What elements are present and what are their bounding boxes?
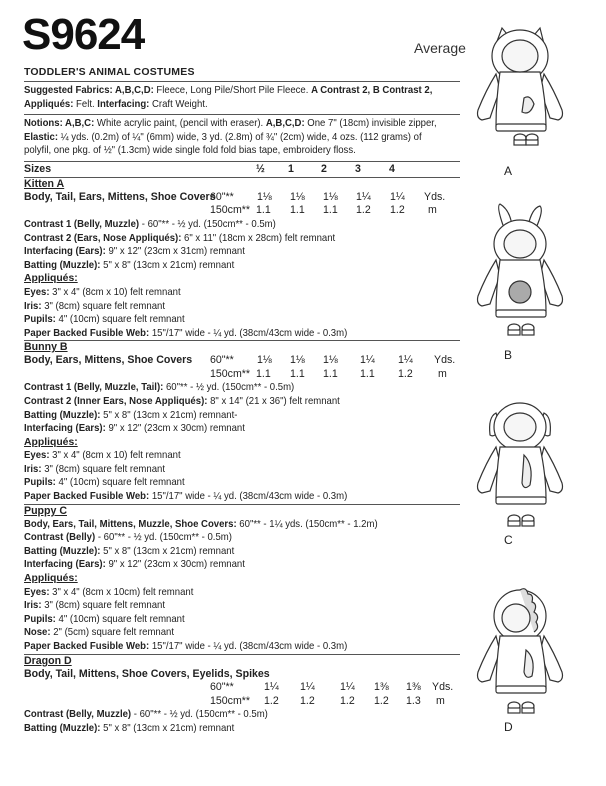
interfacing-label: Interfacing:	[97, 98, 150, 110]
puppy-section	[24, 505, 460, 655]
unit-yds: Yds.	[434, 354, 456, 367]
notions-text-4: polyfil, one pkg. of ½" (1.3cm) wide single fold fold bias tape, embroidery floss.	[24, 145, 356, 157]
width-60: 60"**	[210, 354, 234, 367]
yardage-cell: 1⅜	[374, 681, 389, 694]
fabrics-label: Suggested Fabrics: A,B,C,D:	[24, 85, 154, 96]
appliques-label: Appliqués:	[24, 98, 74, 110]
appliques-text: Felt.	[73, 98, 98, 110]
kitten-int-label: Interfacing (Ears):	[24, 246, 106, 258]
notions-text-3: ¼ yds. (0.2m) of ¼" (6mm) wide, 3 yd. (2.8m) of ¾" (2cm) wide, 4 ozs. (112 grams) of	[58, 131, 422, 143]
kitten-section	[24, 178, 460, 341]
kitten-appliques: Appliqués:	[24, 273, 78, 285]
bunny-int-label: Interfacing (Ears):	[24, 423, 106, 435]
puppy-main-label: Body, Ears, Tail, Mittens, Muzzle, Shoe Covers:	[24, 518, 237, 530]
figure-label-d: D	[504, 720, 513, 734]
bunny-int: 9" x 12" (23cm x 30cm) remnant	[105, 423, 245, 435]
width-150: 150cm**	[210, 367, 251, 380]
kitten-int: 9" x 12" (23cm x 31cm) remnant	[105, 246, 245, 258]
bunny-eyes: 3" x 4" (8cm x 10) felt remnant	[49, 450, 181, 462]
yardage-cell: 1.2	[398, 367, 413, 380]
unit-m: m	[438, 367, 447, 380]
kitten-c2-label: Contrast 2 (Ears, Nose Appliqués):	[24, 232, 182, 244]
kitten-bat: 5" x 8" (13cm x 21cm) remnant	[100, 259, 235, 271]
bunny-bat-label: Batting (Muzzle):	[24, 409, 101, 421]
bunny-section	[24, 341, 460, 504]
dragon-main-label: Body, Tail, Mittens, Shoe Covers, Eyelids, Spikes	[24, 667, 270, 680]
size-col-2: 1	[288, 162, 294, 175]
yardage-chart	[24, 66, 460, 735]
puppy-web-label: Paper Backed Fusible Web:	[24, 641, 150, 652]
yardage-cell: 1¼	[264, 681, 279, 694]
interfacing-text: Craft Weight.	[149, 98, 208, 110]
puppy-eyes-label: Eyes:	[24, 586, 50, 598]
yardage-cell: 1.2	[374, 694, 389, 707]
kitten-c2: 6" x 11" (18cm x 28cm) felt remnant	[181, 232, 336, 244]
bunny-pupils: 4" (10cm) square felt remnant	[55, 477, 185, 489]
puppy-nose: 2" (5cm) square felt remnant	[50, 627, 175, 639]
width-150: 150cm**	[210, 694, 251, 707]
notions-abcd: A,B,C,D:	[265, 118, 305, 130]
dragon-costume-icon	[466, 580, 606, 725]
size-col-1: ½	[256, 162, 265, 175]
fabrics-text: Fleece, Long Pile/Short Pile Fleece.	[153, 85, 312, 96]
kitten-eyes: 3" x 4" (8cm x 10) felt remnant	[49, 286, 181, 298]
section-title-bunny: Bunny B	[24, 341, 68, 354]
yardage-cell: 1.1	[256, 204, 271, 217]
size-col-3: 2	[321, 162, 327, 175]
elastic-label: Elastic:	[24, 131, 59, 143]
notions-text-2: One 7" (18cm) invisible zipper,	[304, 118, 437, 130]
yardage-cell: 1¼	[390, 190, 405, 203]
width-150: 150cm**	[210, 204, 251, 217]
figure-label-b: B	[504, 348, 513, 362]
yardage-cell: 1.1	[256, 367, 271, 380]
kitten-costume-icon	[466, 20, 606, 160]
puppy-eyes: 3" x 4" (8cm x 10cm) felt remnant	[49, 586, 194, 598]
puppy-int: 9" x 12" (23cm x 30cm) remnant	[105, 559, 245, 571]
bunny-c2: 8" x 14" (21 x 36") felt remnant	[207, 395, 340, 407]
section-title-kitten: Kitten A	[24, 177, 65, 190]
yardage-cell: 1.2	[340, 694, 355, 707]
pattern-title: TODDLER'S ANIMAL COSTUMES	[24, 66, 460, 82]
puppy-iris-label: Iris:	[24, 600, 42, 612]
yardage-cell: 1.3	[406, 694, 421, 707]
width-60: 60"**	[210, 681, 234, 694]
bunny-c2-label: Contrast 2 (Inner Ears, Nose Appliqués):	[24, 395, 208, 407]
bunny-c1: 60"** - ½ yd. (150cm** - 0.5m)	[163, 382, 295, 394]
yardage-cell: 1.1	[290, 204, 305, 217]
figure-label-c: C	[504, 533, 513, 547]
unit-yds: Yds.	[424, 190, 446, 203]
yardage-cell: 1⅜	[406, 681, 421, 694]
yardage-cell: 1.2	[356, 204, 371, 217]
section-title-dragon: Dragon D	[24, 654, 72, 667]
puppy-c-label: Contrast (Belly)	[24, 532, 96, 544]
bunny-web: 15"/17" wide - ¼ yd. (38cm/43cm wide - 0.3m)	[149, 491, 348, 503]
unit-m: m	[428, 204, 437, 217]
yardage-cell: 1¼	[398, 354, 413, 367]
yardage-cell: 1.1	[323, 204, 338, 217]
puppy-pupils: 4" (10cm) square felt remnant	[55, 613, 185, 625]
yardage-cell: 1⅛	[257, 190, 272, 203]
kitten-bat-label: Batting (Muzzle):	[24, 259, 101, 271]
notions-text-1: White acrylic paint, (pencil with eraser).	[94, 118, 266, 130]
size-col-4: 3	[355, 162, 361, 175]
puppy-appliques: Appliqués:	[24, 573, 78, 585]
yardage-cell: 1.2	[300, 694, 315, 707]
yardage-cell: 1⅛	[290, 190, 305, 203]
kitten-web: 15"/17" wide - ¼ yd. (38cm/43cm wide - 0.3m)	[149, 327, 348, 339]
kitten-pupils-label: Pupils:	[24, 314, 56, 326]
puppy-bat-label: Batting (Muzzle):	[24, 545, 101, 557]
yardage-cell: 1¼	[356, 190, 371, 203]
puppy-pupils-label: Pupils:	[24, 613, 56, 625]
unit-m: m	[436, 694, 445, 707]
fabrics-contrast: A Contrast 2, B Contrast 2,	[311, 85, 433, 96]
yardage-cell: 1¼	[300, 681, 315, 694]
kitten-web-label: Paper Backed Fusible Web:	[24, 327, 150, 339]
puppy-iris: 3" (8cm) square felt remnant	[41, 600, 166, 612]
yardage-cell: 1⅛	[323, 190, 338, 203]
kitten-pupils: 4" (10cm) square felt remnant	[55, 314, 185, 326]
kitten-eyes-label: Eyes:	[24, 286, 50, 298]
notions-label: Notions: A,B,C:	[24, 118, 95, 130]
puppy-main: 60"** - 1¼ yds. (150cm** - 1.2m)	[236, 518, 378, 530]
notions-block	[24, 115, 460, 162]
yardage-cell: 1.1	[290, 367, 305, 380]
section-title-puppy: Puppy C	[24, 504, 67, 517]
bunny-bat: 5" x 8" (13cm x 21cm) remnant-	[100, 409, 238, 421]
yardage-cell: 1⅛	[323, 354, 338, 367]
yardage-cell: 1⅛	[257, 354, 272, 367]
puppy-int-label: Interfacing (Ears):	[24, 559, 106, 571]
kitten-c1-label: Contrast 1 (Belly, Muzzle)	[24, 218, 140, 230]
yardage-cell: 1.1	[323, 367, 338, 380]
puppy-c: - 60"** - ½ yd. (150cm** - 0.5m)	[95, 532, 232, 544]
size-col-5: 4	[389, 162, 395, 175]
yardage-cell: 1⅛	[290, 354, 305, 367]
puppy-bat: 5" x 8" (13cm x 21cm) remnant	[100, 545, 235, 557]
sizes-header	[24, 162, 460, 178]
bunny-pupils-label: Pupils:	[24, 477, 56, 489]
kitten-c1: - 60"** - ½ yd. (150cm** - 0.5m)	[139, 218, 276, 230]
dragon-bat: 5" x 8" (13cm x 21cm) remnant	[100, 722, 235, 734]
bunny-costume-icon	[466, 200, 606, 345]
kitten-iris-label: Iris:	[24, 300, 42, 312]
size-range: Average	[414, 40, 466, 56]
bunny-appliques: Appliqués:	[24, 436, 78, 448]
puppy-web: 15"/17" wide - ¼ yd. (38cm/43cm wide - 0.3m)	[149, 641, 348, 652]
view-illustrations	[466, 0, 606, 786]
bunny-c1-label: Contrast 1 (Belly, Muzzle, Tail):	[24, 382, 164, 394]
pattern-number: S9624	[22, 10, 145, 59]
fabrics-block	[24, 82, 460, 115]
kitten-main-label: Body, Tail, Ears, Mittens, Shoe Covers	[24, 190, 216, 203]
puppy-costume-icon	[466, 395, 606, 535]
bunny-iris: 3" (8cm) square felt remnant	[41, 463, 166, 475]
unit-yds: Yds.	[432, 681, 454, 694]
kitten-iris: 3" (8cm) square felt remnant	[41, 300, 166, 312]
dragon-bat-label: Batting (Muzzle):	[24, 722, 101, 734]
width-60: 60"**	[210, 190, 234, 203]
yardage-cell: 1¼	[340, 681, 355, 694]
dragon-c: - 60"** - ½ yd. (150cm** - 0.5m)	[131, 709, 268, 721]
bunny-eyes-label: Eyes:	[24, 450, 50, 462]
bunny-iris-label: Iris:	[24, 463, 42, 475]
bunny-web-label: Paper Backed Fusible Web:	[24, 491, 150, 503]
yardage-cell: 1¼	[360, 354, 375, 367]
dragon-c-label: Contrast (Belly, Muzzle)	[24, 709, 132, 721]
sizes-label: Sizes	[24, 162, 52, 175]
yardage-cell: 1.2	[390, 204, 405, 217]
yardage-cell: 1.2	[264, 694, 279, 707]
bunny-main-label: Body, Ears, Mittens, Shoe Covers	[24, 354, 193, 367]
puppy-nose-label: Nose:	[24, 627, 51, 639]
figure-label-a: A	[504, 164, 513, 178]
yardage-cell: 1.1	[360, 367, 375, 380]
dragon-section	[24, 655, 460, 736]
